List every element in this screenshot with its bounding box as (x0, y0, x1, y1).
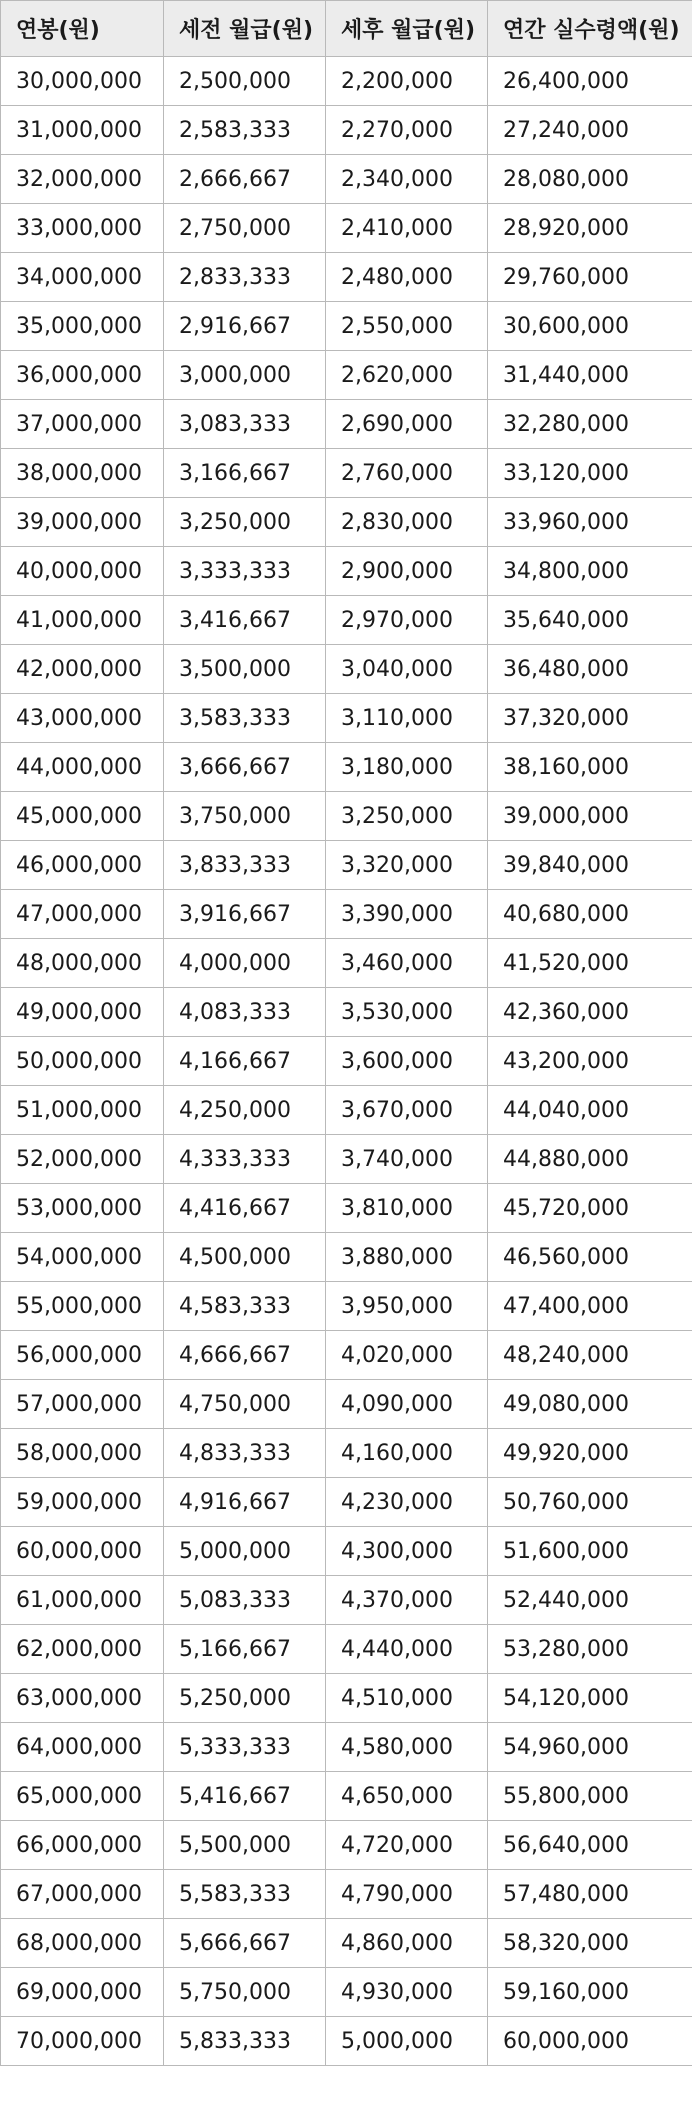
cell-monthly-gross: 3,500,000 (164, 645, 326, 694)
cell-annual-net: 45,720,000 (488, 1184, 692, 1233)
cell-monthly-net: 3,460,000 (326, 939, 488, 988)
cell-annual-salary: 30,000,000 (1, 57, 164, 106)
table-row (1, 155, 692, 204)
cell-annual-net: 32,280,000 (488, 400, 692, 449)
cell-monthly-net: 3,880,000 (326, 1233, 488, 1282)
cell-monthly-net: 2,900,000 (326, 547, 488, 596)
cell-monthly-net: 3,670,000 (326, 1086, 488, 1135)
cell-annual-net: 30,600,000 (488, 302, 692, 351)
cell-monthly-net: 2,550,000 (326, 302, 488, 351)
cell-annual-net: 56,640,000 (488, 1821, 692, 1870)
cell-annual-net: 33,960,000 (488, 498, 692, 547)
cell-annual-salary: 31,000,000 (1, 106, 164, 155)
cell-annual-net: 37,320,000 (488, 694, 692, 743)
cell-monthly-gross: 5,166,667 (164, 1625, 326, 1674)
cell-annual-net: 51,600,000 (488, 1527, 692, 1576)
cell-annual-net: 39,000,000 (488, 792, 692, 841)
cell-monthly-gross: 4,250,000 (164, 1086, 326, 1135)
table-row (1, 1037, 692, 1086)
table-row (1, 1625, 692, 1674)
cell-annual-salary: 40,000,000 (1, 547, 164, 596)
cell-monthly-gross: 4,833,333 (164, 1429, 326, 1478)
cell-annual-net: 42,360,000 (488, 988, 692, 1037)
cell-annual-salary: 38,000,000 (1, 449, 164, 498)
cell-annual-salary: 35,000,000 (1, 302, 164, 351)
table-row (1, 890, 692, 939)
cell-annual-net: 52,440,000 (488, 1576, 692, 1625)
cell-annual-net: 38,160,000 (488, 743, 692, 792)
cell-monthly-net: 2,970,000 (326, 596, 488, 645)
cell-monthly-net: 2,200,000 (326, 57, 488, 106)
cell-monthly-net: 3,530,000 (326, 988, 488, 1037)
cell-annual-net: 27,240,000 (488, 106, 692, 155)
cell-annual-salary: 37,000,000 (1, 400, 164, 449)
cell-monthly-net: 3,390,000 (326, 890, 488, 939)
table-row (1, 57, 692, 106)
cell-monthly-net: 2,690,000 (326, 400, 488, 449)
header-annual-net: 연간 실수령액(원) (488, 1, 692, 57)
cell-annual-net: 57,480,000 (488, 1870, 692, 1919)
cell-monthly-gross: 3,916,667 (164, 890, 326, 939)
cell-monthly-gross: 5,333,333 (164, 1723, 326, 1772)
cell-annual-salary: 42,000,000 (1, 645, 164, 694)
cell-annual-salary: 45,000,000 (1, 792, 164, 841)
cell-annual-net: 26,400,000 (488, 57, 692, 106)
cell-monthly-gross: 2,833,333 (164, 253, 326, 302)
cell-annual-salary: 50,000,000 (1, 1037, 164, 1086)
cell-monthly-net: 3,600,000 (326, 1037, 488, 1086)
table-row (1, 1086, 692, 1135)
table-body (1, 57, 692, 2066)
cell-annual-net: 53,280,000 (488, 1625, 692, 1674)
cell-annual-net: 43,200,000 (488, 1037, 692, 1086)
cell-annual-salary: 67,000,000 (1, 1870, 164, 1919)
cell-monthly-net: 3,810,000 (326, 1184, 488, 1233)
cell-monthly-gross: 2,750,000 (164, 204, 326, 253)
cell-monthly-gross: 3,250,000 (164, 498, 326, 547)
cell-annual-net: 41,520,000 (488, 939, 692, 988)
table-row (1, 498, 692, 547)
table-row (1, 1478, 692, 1527)
cell-monthly-net: 3,740,000 (326, 1135, 488, 1184)
cell-monthly-gross: 3,750,000 (164, 792, 326, 841)
cell-monthly-gross: 4,416,667 (164, 1184, 326, 1233)
cell-monthly-gross: 5,500,000 (164, 1821, 326, 1870)
cell-monthly-gross: 5,583,333 (164, 1870, 326, 1919)
cell-annual-salary: 61,000,000 (1, 1576, 164, 1625)
cell-monthly-net: 4,580,000 (326, 1723, 488, 1772)
cell-monthly-gross: 5,750,000 (164, 1968, 326, 2017)
cell-annual-salary: 52,000,000 (1, 1135, 164, 1184)
cell-annual-net: 59,160,000 (488, 1968, 692, 2017)
cell-annual-salary: 54,000,000 (1, 1233, 164, 1282)
cell-annual-net: 29,760,000 (488, 253, 692, 302)
header-annual-salary: 연봉(원) (1, 1, 164, 57)
cell-monthly-gross: 4,000,000 (164, 939, 326, 988)
cell-monthly-gross: 5,666,667 (164, 1919, 326, 1968)
table-row (1, 645, 692, 694)
cell-annual-salary: 44,000,000 (1, 743, 164, 792)
cell-annual-salary: 66,000,000 (1, 1821, 164, 1870)
table-row (1, 1429, 692, 1478)
cell-annual-salary: 69,000,000 (1, 1968, 164, 2017)
cell-monthly-gross: 5,083,333 (164, 1576, 326, 1625)
cell-annual-net: 47,400,000 (488, 1282, 692, 1331)
table-row (1, 792, 692, 841)
cell-annual-net: 54,960,000 (488, 1723, 692, 1772)
cell-annual-salary: 58,000,000 (1, 1429, 164, 1478)
cell-monthly-gross: 2,583,333 (164, 106, 326, 155)
cell-annual-salary: 34,000,000 (1, 253, 164, 302)
cell-annual-net: 36,480,000 (488, 645, 692, 694)
cell-annual-salary: 70,000,000 (1, 2017, 164, 2066)
table-row (1, 351, 692, 400)
cell-monthly-net: 4,790,000 (326, 1870, 488, 1919)
cell-monthly-gross: 3,083,333 (164, 400, 326, 449)
cell-monthly-net: 5,000,000 (326, 2017, 488, 2066)
table-row (1, 302, 692, 351)
table-row (1, 1282, 692, 1331)
cell-annual-net: 28,080,000 (488, 155, 692, 204)
cell-monthly-net: 2,410,000 (326, 204, 488, 253)
cell-annual-salary: 68,000,000 (1, 1919, 164, 1968)
cell-annual-net: 50,760,000 (488, 1478, 692, 1527)
cell-annual-net: 58,320,000 (488, 1919, 692, 1968)
cell-monthly-gross: 3,000,000 (164, 351, 326, 400)
cell-monthly-gross: 3,416,667 (164, 596, 326, 645)
table-row (1, 596, 692, 645)
cell-annual-salary: 47,000,000 (1, 890, 164, 939)
cell-annual-net: 44,880,000 (488, 1135, 692, 1184)
cell-monthly-gross: 4,166,667 (164, 1037, 326, 1086)
cell-monthly-net: 3,950,000 (326, 1282, 488, 1331)
cell-monthly-gross: 3,583,333 (164, 694, 326, 743)
cell-annual-net: 35,640,000 (488, 596, 692, 645)
cell-annual-net: 49,920,000 (488, 1429, 692, 1478)
cell-annual-net: 39,840,000 (488, 841, 692, 890)
cell-monthly-net: 4,230,000 (326, 1478, 488, 1527)
cell-annual-salary: 59,000,000 (1, 1478, 164, 1527)
cell-monthly-gross: 5,833,333 (164, 2017, 326, 2066)
table-row (1, 1870, 692, 1919)
cell-annual-salary: 56,000,000 (1, 1331, 164, 1380)
cell-annual-salary: 63,000,000 (1, 1674, 164, 1723)
table-row (1, 841, 692, 890)
cell-monthly-gross: 4,750,000 (164, 1380, 326, 1429)
cell-monthly-net: 2,340,000 (326, 155, 488, 204)
cell-annual-salary: 49,000,000 (1, 988, 164, 1037)
cell-annual-salary: 65,000,000 (1, 1772, 164, 1821)
table-row (1, 1527, 692, 1576)
table-row (1, 204, 692, 253)
cell-monthly-gross: 4,333,333 (164, 1135, 326, 1184)
cell-annual-salary: 46,000,000 (1, 841, 164, 890)
cell-annual-salary: 43,000,000 (1, 694, 164, 743)
cell-monthly-net: 4,930,000 (326, 1968, 488, 2017)
cell-annual-net: 44,040,000 (488, 1086, 692, 1135)
cell-annual-salary: 33,000,000 (1, 204, 164, 253)
cell-monthly-gross: 5,416,667 (164, 1772, 326, 1821)
table-row (1, 1674, 692, 1723)
cell-annual-salary: 53,000,000 (1, 1184, 164, 1233)
cell-monthly-net: 3,180,000 (326, 743, 488, 792)
table-row (1, 694, 692, 743)
table-row (1, 1919, 692, 1968)
cell-monthly-gross: 3,333,333 (164, 547, 326, 596)
table-row (1, 253, 692, 302)
cell-monthly-gross: 4,500,000 (164, 1233, 326, 1282)
cell-annual-salary: 39,000,000 (1, 498, 164, 547)
cell-monthly-net: 2,830,000 (326, 498, 488, 547)
cell-monthly-gross: 5,250,000 (164, 1674, 326, 1723)
table-row (1, 1968, 692, 2017)
cell-annual-salary: 55,000,000 (1, 1282, 164, 1331)
cell-monthly-gross: 3,833,333 (164, 841, 326, 890)
table-row (1, 988, 692, 1037)
cell-monthly-net: 4,440,000 (326, 1625, 488, 1674)
cell-monthly-net: 3,040,000 (326, 645, 488, 694)
cell-annual-salary: 64,000,000 (1, 1723, 164, 1772)
cell-monthly-net: 4,090,000 (326, 1380, 488, 1429)
cell-monthly-gross: 4,666,667 (164, 1331, 326, 1380)
table-row (1, 1184, 692, 1233)
cell-annual-salary: 48,000,000 (1, 939, 164, 988)
cell-annual-net: 34,800,000 (488, 547, 692, 596)
cell-annual-net: 54,120,000 (488, 1674, 692, 1723)
cell-monthly-net: 2,480,000 (326, 253, 488, 302)
cell-annual-salary: 57,000,000 (1, 1380, 164, 1429)
cell-monthly-net: 4,370,000 (326, 1576, 488, 1625)
cell-monthly-net: 2,620,000 (326, 351, 488, 400)
table-row (1, 400, 692, 449)
cell-annual-net: 33,120,000 (488, 449, 692, 498)
cell-annual-salary: 36,000,000 (1, 351, 164, 400)
cell-annual-net: 60,000,000 (488, 2017, 692, 2066)
cell-monthly-net: 3,250,000 (326, 792, 488, 841)
table-row (1, 547, 692, 596)
header-row (1, 1, 692, 57)
cell-monthly-gross: 4,083,333 (164, 988, 326, 1037)
cell-annual-net: 46,560,000 (488, 1233, 692, 1282)
table-row (1, 1576, 692, 1625)
cell-monthly-net: 2,760,000 (326, 449, 488, 498)
table-row (1, 449, 692, 498)
cell-annual-net: 49,080,000 (488, 1380, 692, 1429)
cell-monthly-gross: 3,166,667 (164, 449, 326, 498)
cell-monthly-net: 4,300,000 (326, 1527, 488, 1576)
cell-annual-salary: 62,000,000 (1, 1625, 164, 1674)
cell-annual-salary: 51,000,000 (1, 1086, 164, 1135)
cell-annual-net: 55,800,000 (488, 1772, 692, 1821)
cell-monthly-net: 3,110,000 (326, 694, 488, 743)
cell-monthly-net: 4,860,000 (326, 1919, 488, 1968)
cell-monthly-gross: 4,583,333 (164, 1282, 326, 1331)
cell-annual-net: 28,920,000 (488, 204, 692, 253)
table-row (1, 1380, 692, 1429)
cell-monthly-gross: 2,916,667 (164, 302, 326, 351)
header-monthly-gross: 세전 월급(원) (164, 1, 326, 57)
table-row (1, 939, 692, 988)
cell-annual-salary: 41,000,000 (1, 596, 164, 645)
cell-monthly-gross: 3,666,667 (164, 743, 326, 792)
cell-annual-net: 40,680,000 (488, 890, 692, 939)
table-row (1, 106, 692, 155)
cell-monthly-net: 4,510,000 (326, 1674, 488, 1723)
cell-monthly-net: 2,270,000 (326, 106, 488, 155)
cell-monthly-net: 4,160,000 (326, 1429, 488, 1478)
table-row (1, 1723, 692, 1772)
cell-annual-net: 31,440,000 (488, 351, 692, 400)
table-row (1, 2017, 692, 2066)
cell-monthly-net: 3,320,000 (326, 841, 488, 890)
cell-monthly-gross: 5,000,000 (164, 1527, 326, 1576)
cell-monthly-net: 4,020,000 (326, 1331, 488, 1380)
table-row (1, 1135, 692, 1184)
cell-monthly-gross: 2,500,000 (164, 57, 326, 106)
cell-monthly-net: 4,650,000 (326, 1772, 488, 1821)
cell-monthly-gross: 2,666,667 (164, 155, 326, 204)
table-row (1, 1233, 692, 1282)
cell-annual-salary: 60,000,000 (1, 1527, 164, 1576)
header-monthly-net: 세후 월급(원) (326, 1, 488, 57)
table-row (1, 1821, 692, 1870)
cell-annual-net: 48,240,000 (488, 1331, 692, 1380)
table-header (1, 1, 692, 57)
cell-monthly-net: 4,720,000 (326, 1821, 488, 1870)
cell-annual-salary: 32,000,000 (1, 155, 164, 204)
table-row (1, 743, 692, 792)
table-row (1, 1331, 692, 1380)
cell-monthly-gross: 4,916,667 (164, 1478, 326, 1527)
table-row (1, 1772, 692, 1821)
